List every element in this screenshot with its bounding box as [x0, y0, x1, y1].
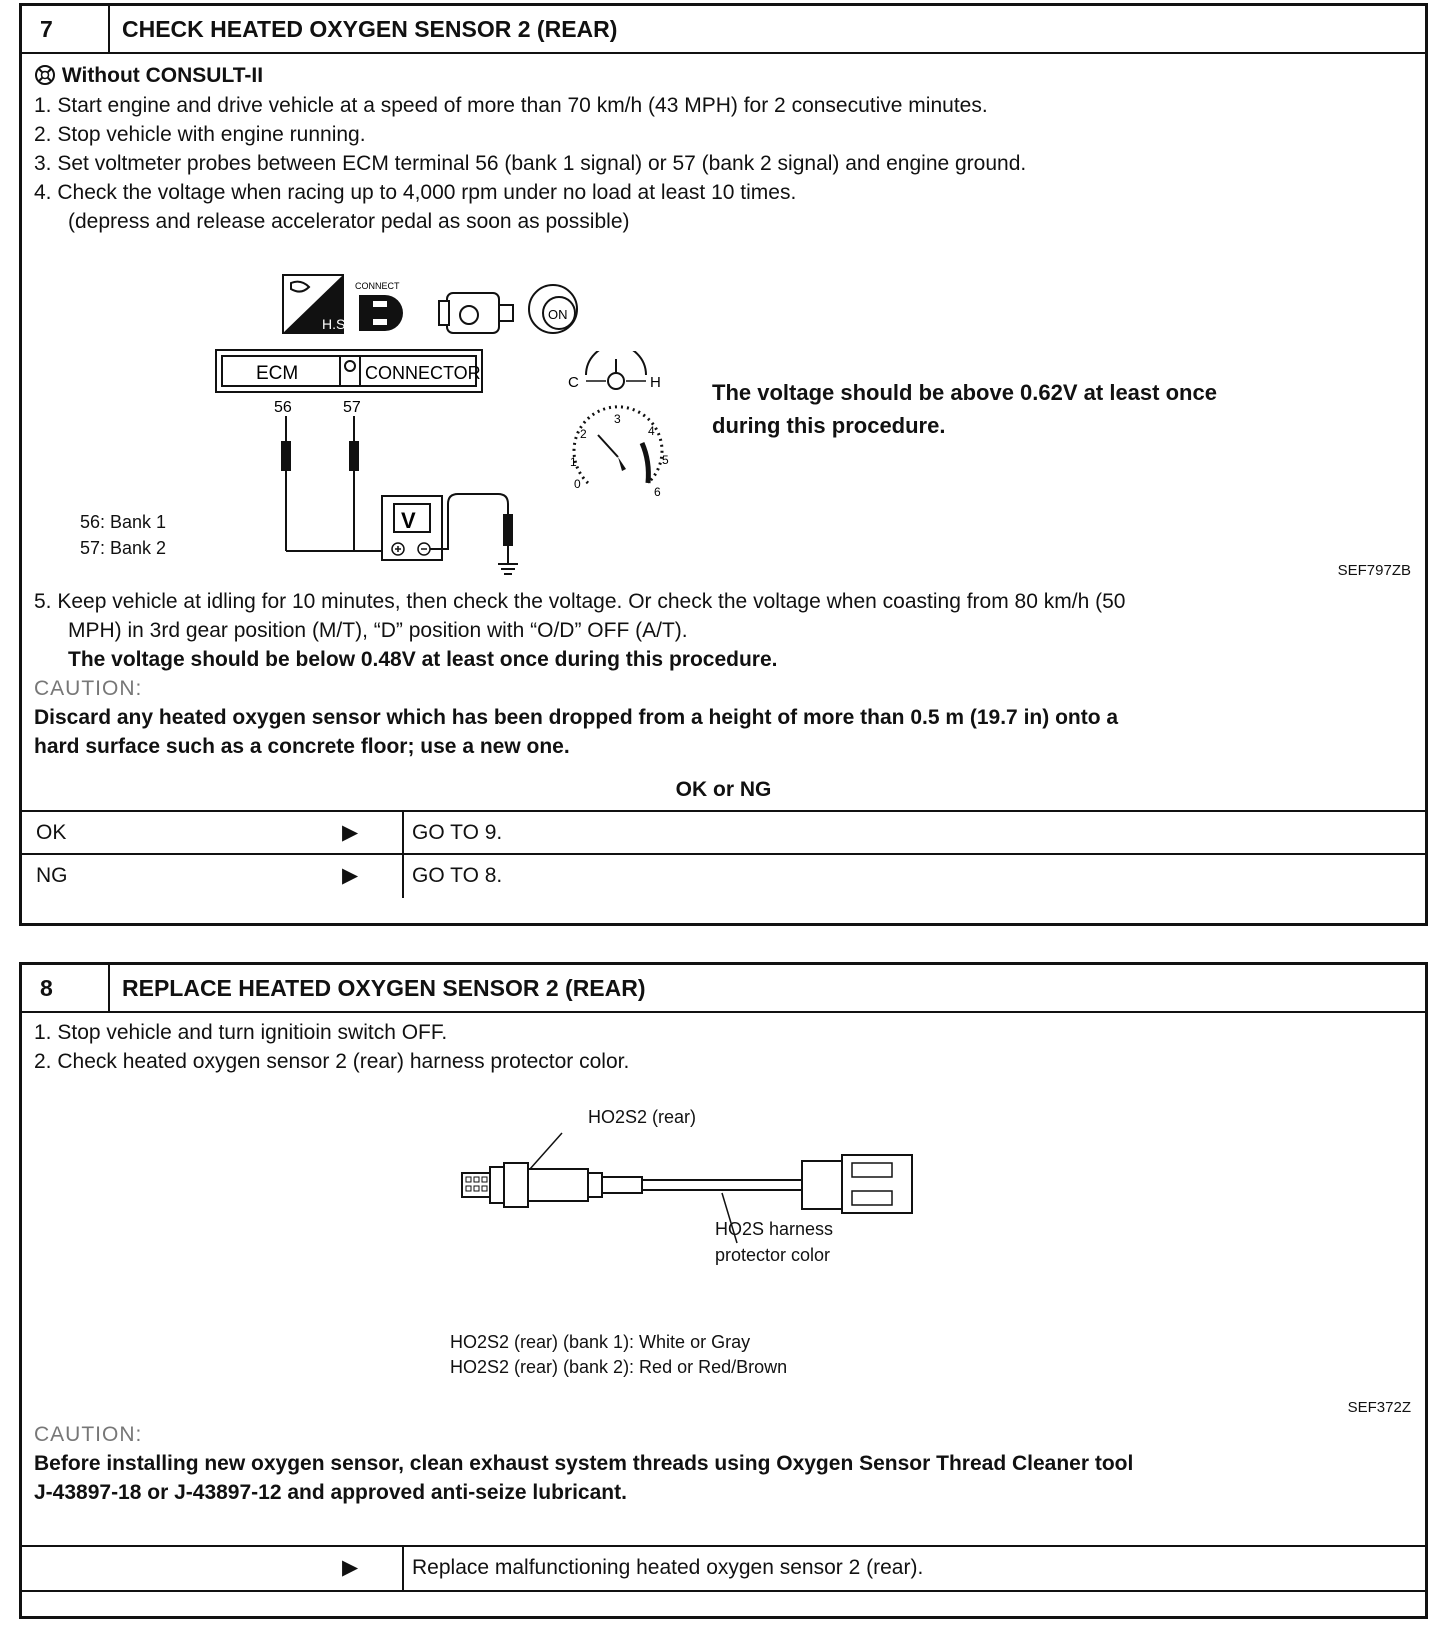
terminal-57-label: 57 — [343, 399, 361, 416]
tacho-mark: 0 — [574, 477, 581, 491]
temperature-gauge-icon — [568, 351, 661, 391]
figure-ref: SEF797ZB — [1337, 562, 1411, 579]
tacho-mark: 4 — [648, 424, 655, 438]
result-row-ok — [22, 810, 1425, 855]
harness-label: protector color — [715, 1245, 831, 1265]
engine-icon — [439, 293, 513, 333]
temp-h-label: H — [650, 374, 661, 391]
ecm-wiring-diagram — [212, 346, 542, 586]
caution-text: J-43897-18 or J-43897-12 and approved anti-seize lubricant. — [34, 1481, 627, 1504]
figure-ref: SEF372Z — [1347, 1399, 1411, 1416]
ignition-key-icon — [529, 285, 577, 333]
step-8-panel — [19, 962, 1428, 1619]
step-item: 2. Stop vehicle with engine running. — [34, 123, 366, 146]
result-action: Replace malfunctioning heated oxygen sensor 2 (rear). — [412, 1556, 924, 1579]
result-row — [22, 1545, 1425, 1592]
mode-label: Without CONSULT-II — [61, 64, 264, 87]
step-7-header — [22, 6, 1425, 54]
caution-text: hard surface such as a concrete floor; use a new one. — [34, 735, 570, 758]
step-item: 5. Keep vehicle at idling for 10 minutes, then check the voltage. Or check the voltage when coasting from 80 km/h (50 — [34, 590, 1126, 613]
hs-label: H.S. — [322, 316, 350, 332]
gauge-cluster — [550, 351, 680, 501]
result-row-ng — [22, 853, 1425, 898]
tacho-mark: 5 — [662, 453, 669, 467]
result-action: GO TO 9. — [412, 821, 503, 844]
tacho-mark: 6 — [654, 485, 661, 499]
caution-text: Discard any heated oxygen sensor which has been dropped from a height of more than 0.5 m (19.7 in) onto a — [34, 706, 1119, 729]
legend-57: 57: Bank 2 — [80, 538, 167, 558]
figure-note: during this procedure. — [712, 413, 946, 438]
oxygen-sensor-diagram — [452, 1125, 922, 1255]
bank-color-note: HO2S2 (rear) (bank 1): White or Gray — [450, 1332, 751, 1352]
step-item: 2. Check heated oxygen sensor 2 (rear) harness protector color. — [34, 1050, 630, 1073]
harness-icon — [283, 275, 349, 333]
step-item: (depress and release accelerator pedal as soon as possible) — [68, 210, 630, 233]
connector-label: CONNECTOR — [365, 363, 481, 383]
result-status: NG — [36, 864, 68, 887]
step-note: The voltage should be below 0.48V at least once during this procedure. — [68, 648, 778, 671]
step-item: 1. Stop vehicle and turn ignitioin switch OFF. — [34, 1021, 448, 1044]
step-item: 1. Start engine and drive vehicle at a speed of more than 70 km/h (43 MPH) for 2 consecutive minutes. — [34, 94, 988, 117]
step-8-header — [22, 965, 1425, 1013]
ecm-label: ECM — [256, 363, 299, 384]
connect-label: CONNECT — [355, 281, 400, 291]
play-arrow-icon: ▶ — [342, 864, 359, 887]
tacho-mark: 2 — [580, 427, 587, 441]
tacho-mark: 1 — [570, 455, 577, 469]
harness-label: HO2S harness — [715, 1219, 834, 1239]
figure-note: The voltage should be above 0.62V at least once — [712, 380, 1217, 405]
caution-label: CAUTION: — [34, 1423, 143, 1446]
step-item: 4. Check the voltage when racing up to 4,000 rpm under no load at least 10 times. — [34, 181, 797, 204]
result-status: OK — [36, 821, 67, 844]
no-consult-icon — [34, 64, 56, 86]
result-action: GO TO 8. — [412, 864, 503, 887]
step-number: 7 — [22, 6, 110, 52]
tacho-mark: 3 — [614, 412, 621, 426]
legend-56: 56: Bank 1 — [80, 512, 167, 532]
sensor-label: HO2S2 (rear) — [588, 1107, 697, 1127]
bank-color-note: HO2S2 (rear) (bank 2): Red or Red/Brown — [450, 1357, 788, 1377]
play-arrow-icon: ▶ — [342, 1556, 359, 1579]
step-title: REPLACE HEATED OXYGEN SENSOR 2 (REAR) — [122, 975, 646, 1001]
tachometer-icon — [570, 407, 669, 499]
step-item: 3. Set voltmeter probes between ECM terminal 56 (bank 1 signal) or 57 (bank 2 signal) and engine ground. — [34, 152, 1027, 175]
connector-icon — [355, 281, 403, 331]
mode-row — [34, 62, 263, 90]
play-arrow-icon: ▶ — [342, 821, 359, 844]
caution-text: Before installing new oxygen sensor, clean exhaust system threads using Oxygen Sensor Thread Cleaner tool — [34, 1452, 1134, 1475]
on-label: ON — [548, 307, 568, 322]
terminal-56-label: 56 — [274, 399, 292, 416]
result-header: OK or NG — [675, 778, 772, 801]
voltmeter-label: V — [401, 508, 416, 533]
caution-label: CAUTION: — [34, 677, 143, 700]
step-item: MPH) in 3rd gear position (M/T), “D” position with “O/D” OFF (A/T). — [68, 619, 688, 642]
step-title: CHECK HEATED OXYGEN SENSOR 2 (REAR) — [122, 16, 618, 42]
step-7-panel — [19, 3, 1428, 926]
figure-icon-strip — [277, 271, 587, 341]
temp-c-label: C — [568, 374, 579, 391]
step-number: 8 — [22, 965, 110, 1011]
